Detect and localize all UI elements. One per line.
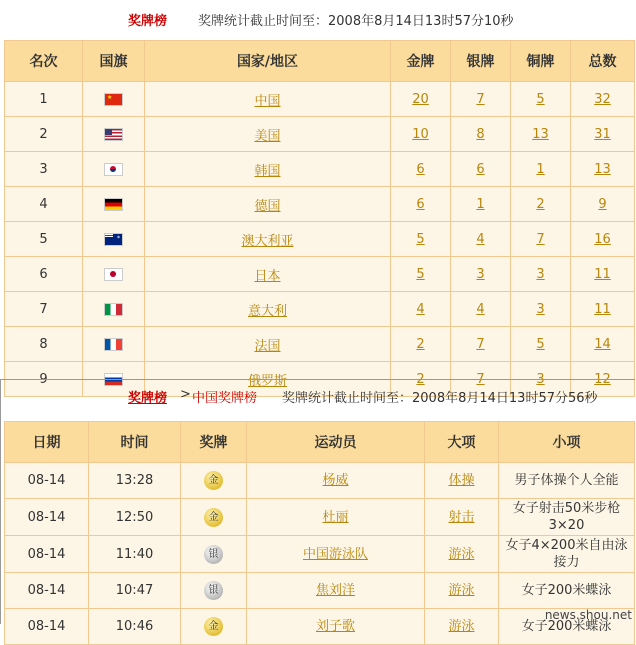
- bronze-cell: [511, 82, 571, 117]
- silver-cell: [451, 292, 511, 327]
- bronze-cell: [511, 257, 571, 292]
- sport-cell: [425, 463, 499, 499]
- event-cell: 女子200米蝶泳: [499, 609, 635, 645]
- medal-cell: [181, 463, 247, 499]
- total-cell: [571, 152, 635, 187]
- rank-cell: 1: [5, 82, 83, 117]
- event-cell: 女子4×200米自由泳接力: [499, 536, 635, 573]
- silver-cell: [451, 82, 511, 117]
- country-link[interactable]: 日本: [254, 268, 281, 284]
- china-medal-header: [0, 379, 636, 419]
- flag-de-icon: [104, 198, 123, 211]
- silver-count-link[interactable]: 7: [476, 91, 485, 107]
- total-count-link[interactable]: 14: [594, 336, 611, 352]
- gold-cell: [391, 152, 451, 187]
- country-link[interactable]: 中国: [254, 93, 281, 109]
- country-link[interactable]: 韩国: [254, 163, 281, 179]
- china-medal-panel: [0, 379, 636, 634]
- athlete-link[interactable]: 杜丽: [322, 509, 349, 525]
- country-link[interactable]: 美国: [254, 128, 281, 144]
- silver-count-link[interactable]: 1: [476, 196, 485, 212]
- bronze-cell: [511, 292, 571, 327]
- china-medal-table-header: [5, 422, 635, 463]
- china-medal-tab[interactable]: 中国奖牌榜: [192, 391, 258, 406]
- medal-cell: [181, 609, 247, 645]
- total-count-link[interactable]: 16: [594, 231, 611, 247]
- athlete-cell: [247, 536, 425, 573]
- flag-cell: [83, 152, 145, 187]
- medal-standings-title: 奖牌榜: [128, 14, 168, 29]
- total-cell: [571, 82, 635, 117]
- medal-col-header: 名次: [5, 41, 83, 82]
- rank-cell: 5: [5, 222, 83, 257]
- china-medal-row: [5, 499, 635, 536]
- flag-cell: [83, 117, 145, 152]
- china-col-header: 日期: [5, 422, 89, 463]
- medal-col-header: 总数: [571, 41, 635, 82]
- bronze-count-link[interactable]: 1: [536, 161, 545, 177]
- rank-cell: 3: [5, 152, 83, 187]
- medal-col-header: 国家/地区: [145, 41, 391, 82]
- medal-standings-header: [0, 0, 636, 37]
- gold-count-link[interactable]: 20: [412, 91, 429, 107]
- bronze-cell: [511, 152, 571, 187]
- total-count-link[interactable]: 13: [594, 161, 611, 177]
- gold-cell: [391, 82, 451, 117]
- rank-cell: 9: [5, 362, 83, 397]
- stat-timestamp: 奖牌统计截止时间至：2008年8月14日13时57分10秒: [198, 14, 514, 29]
- silver-medal-icon: 银: [204, 545, 223, 564]
- date-cell: 08-14: [5, 499, 89, 536]
- date-cell: 08-14: [5, 463, 89, 499]
- medal-col-header: 银牌: [451, 41, 511, 82]
- rank-cell: 8: [5, 327, 83, 362]
- date-cell: 08-14: [5, 573, 89, 609]
- flag-kr-icon: [104, 163, 123, 176]
- country-cell: [145, 257, 391, 292]
- gold-cell: [391, 327, 451, 362]
- medal-table-row: [5, 82, 635, 117]
- gold-count-link[interactable]: 2: [416, 336, 425, 352]
- medal-standings-link[interactable]: 奖牌榜: [128, 391, 168, 406]
- rank-cell: 4: [5, 187, 83, 222]
- silver-cell: [451, 222, 511, 257]
- sport-link[interactable]: 游泳: [448, 546, 475, 562]
- bronze-count-link[interactable]: 3: [536, 266, 545, 282]
- medal-table-row: [5, 117, 635, 152]
- sport-cell: [425, 499, 499, 536]
- medal-col-header: 国旗: [83, 41, 145, 82]
- watermark: news.shou.net: [544, 608, 632, 622]
- flag-us-icon: [104, 128, 123, 141]
- athlete-cell: [247, 499, 425, 536]
- bronze-count-link[interactable]: 13: [532, 126, 549, 142]
- bronze-count-link[interactable]: 5: [536, 336, 545, 352]
- gold-cell: [391, 257, 451, 292]
- gold-count-link[interactable]: 6: [416, 161, 425, 177]
- athlete-link[interactable]: 杨威: [322, 473, 349, 488]
- gold-cell: [391, 117, 451, 152]
- medal-table-row: [5, 257, 635, 292]
- gold-count-link[interactable]: 4: [416, 301, 425, 317]
- china-col-header: 时间: [89, 422, 181, 463]
- china-medal-row: [5, 609, 635, 645]
- medal-col-header: 金牌: [391, 41, 451, 82]
- flag-it-icon: [104, 303, 123, 316]
- athlete-link[interactable]: 焦刘洋: [315, 583, 355, 598]
- country-link[interactable]: 法国: [254, 338, 281, 354]
- total-cell: [571, 117, 635, 152]
- breadcrumb-separator: >: [180, 387, 191, 402]
- medal-cell: [181, 573, 247, 609]
- china-col-header: 小项: [499, 422, 635, 463]
- country-cell: [145, 292, 391, 327]
- silver-cell: [451, 152, 511, 187]
- bronze-cell: [511, 187, 571, 222]
- silver-count-link[interactable]: 7: [476, 336, 485, 352]
- country-link[interactable]: 德国: [254, 198, 281, 214]
- total-cell: [571, 222, 635, 257]
- flag-cn-icon: ★: [104, 93, 123, 106]
- date-cell: 08-14: [5, 609, 89, 645]
- medal-table-row: [5, 292, 635, 327]
- medal-cell: [181, 499, 247, 536]
- silver-cell: [451, 117, 511, 152]
- gold-count-link[interactable]: 6: [416, 196, 425, 212]
- flag-cell: [83, 292, 145, 327]
- gold-cell: [391, 222, 451, 257]
- total-cell: [571, 187, 635, 222]
- silver-count-link[interactable]: 3: [476, 266, 485, 282]
- country-link[interactable]: 意大利: [247, 303, 287, 319]
- sport-cell: [425, 573, 499, 609]
- time-cell: 13:28: [89, 463, 181, 499]
- athlete-cell: [247, 609, 425, 645]
- rank-cell: 6: [5, 257, 83, 292]
- sport-link[interactable]: 游泳: [448, 583, 475, 598]
- china-medal-row: [5, 463, 635, 499]
- medal-table-row: [5, 222, 635, 257]
- athlete-link[interactable]: 刘子歌: [315, 619, 355, 634]
- gold-cell: [391, 292, 451, 327]
- flag-au-icon: *: [104, 233, 123, 246]
- country-cell: [145, 82, 391, 117]
- china-medal-row: [5, 536, 635, 573]
- medal-table-header: [5, 41, 635, 82]
- rank-cell: 2: [5, 117, 83, 152]
- gold-cell: [391, 187, 451, 222]
- flag-jp-icon: [104, 268, 123, 281]
- total-count-link[interactable]: 32: [594, 91, 611, 107]
- silver-count-link[interactable]: 4: [476, 301, 485, 317]
- china-medal-table: [4, 421, 635, 645]
- total-count-link[interactable]: 31: [594, 126, 611, 142]
- china-col-header: 大项: [425, 422, 499, 463]
- time-cell: 12:50: [89, 499, 181, 536]
- sport-cell: [425, 609, 499, 645]
- silver-count-link[interactable]: 4: [476, 231, 485, 247]
- flag-cell: [83, 82, 145, 117]
- total-count-link[interactable]: 11: [594, 301, 611, 317]
- total-cell: [571, 327, 635, 362]
- athlete-link[interactable]: 中国游泳队: [302, 546, 368, 562]
- flag-cell: [83, 222, 145, 257]
- bronze-count-link[interactable]: 7: [536, 231, 545, 247]
- silver-cell: [451, 187, 511, 222]
- country-cell: [145, 152, 391, 187]
- athlete-cell: [247, 463, 425, 499]
- gold-medal-icon: 金: [204, 471, 223, 490]
- medal-table-row: [5, 152, 635, 187]
- silver-count-link[interactable]: 6: [476, 161, 485, 177]
- china-col-header: 奖牌: [181, 422, 247, 463]
- event-cell: 女子射击50米步枪3×20: [499, 499, 635, 536]
- event-cell: 男子体操个人全能: [499, 463, 635, 499]
- athlete-cell: [247, 573, 425, 609]
- total-cell: [571, 257, 635, 292]
- gold-count-link[interactable]: 10: [412, 126, 429, 142]
- sport-link[interactable]: 射击: [448, 509, 475, 525]
- flag-cell: [83, 187, 145, 222]
- total-count-link[interactable]: 11: [594, 266, 611, 282]
- china-col-header: 运动员: [247, 422, 425, 463]
- silver-cell: [451, 327, 511, 362]
- gold-count-link[interactable]: 2: [416, 371, 425, 387]
- bronze-cell: [511, 117, 571, 152]
- date-cell: 08-14: [5, 536, 89, 573]
- bronze-cell: [511, 327, 571, 362]
- bronze-count-link[interactable]: 3: [536, 301, 545, 317]
- gold-medal-icon: 金: [204, 508, 223, 527]
- gold-count-link[interactable]: 5: [416, 231, 425, 247]
- country-cell: [145, 327, 391, 362]
- country-cell: [145, 187, 391, 222]
- country-link[interactable]: 俄罗斯: [247, 373, 287, 389]
- china-medal-row: [5, 573, 635, 609]
- silver-medal-icon: 银: [204, 581, 223, 600]
- flag-cell: [83, 257, 145, 292]
- medal-table-row: [5, 327, 635, 362]
- medal-col-header: 铜牌: [511, 41, 571, 82]
- country-cell: [145, 117, 391, 152]
- rank-cell: 7: [5, 292, 83, 327]
- country-link[interactable]: 澳大利亚: [241, 233, 294, 249]
- flag-fr-icon: [104, 338, 123, 351]
- bronze-cell: [511, 222, 571, 257]
- total-cell: [571, 292, 635, 327]
- stat-timestamp: 奖牌统计截止时间至：2008年8月14日13时57分56秒: [282, 391, 598, 406]
- silver-count-link[interactable]: 7: [476, 371, 485, 387]
- bronze-count-link[interactable]: 5: [536, 91, 545, 107]
- country-cell: [145, 222, 391, 257]
- sport-cell: [425, 536, 499, 573]
- medal-table-row: [5, 187, 635, 222]
- sport-link[interactable]: 体操: [448, 473, 475, 488]
- gold-medal-icon: 金: [204, 617, 223, 636]
- time-cell: 10:47: [89, 573, 181, 609]
- total-count-link[interactable]: 9: [598, 196, 607, 212]
- time-cell: 11:40: [89, 536, 181, 573]
- gold-count-link[interactable]: 5: [416, 266, 425, 282]
- event-cell: 女子200米蝶泳: [499, 573, 635, 609]
- silver-cell: [451, 257, 511, 292]
- bronze-count-link[interactable]: 2: [536, 196, 545, 212]
- flag-cell: [83, 327, 145, 362]
- total-count-link[interactable]: 12: [594, 371, 611, 387]
- silver-count-link[interactable]: 8: [476, 126, 485, 142]
- medal-table: [4, 40, 635, 397]
- time-cell: 10:46: [89, 609, 181, 645]
- sport-link[interactable]: 游泳: [448, 619, 475, 634]
- medal-cell: [181, 536, 247, 573]
- bronze-count-link[interactable]: 3: [536, 371, 545, 387]
